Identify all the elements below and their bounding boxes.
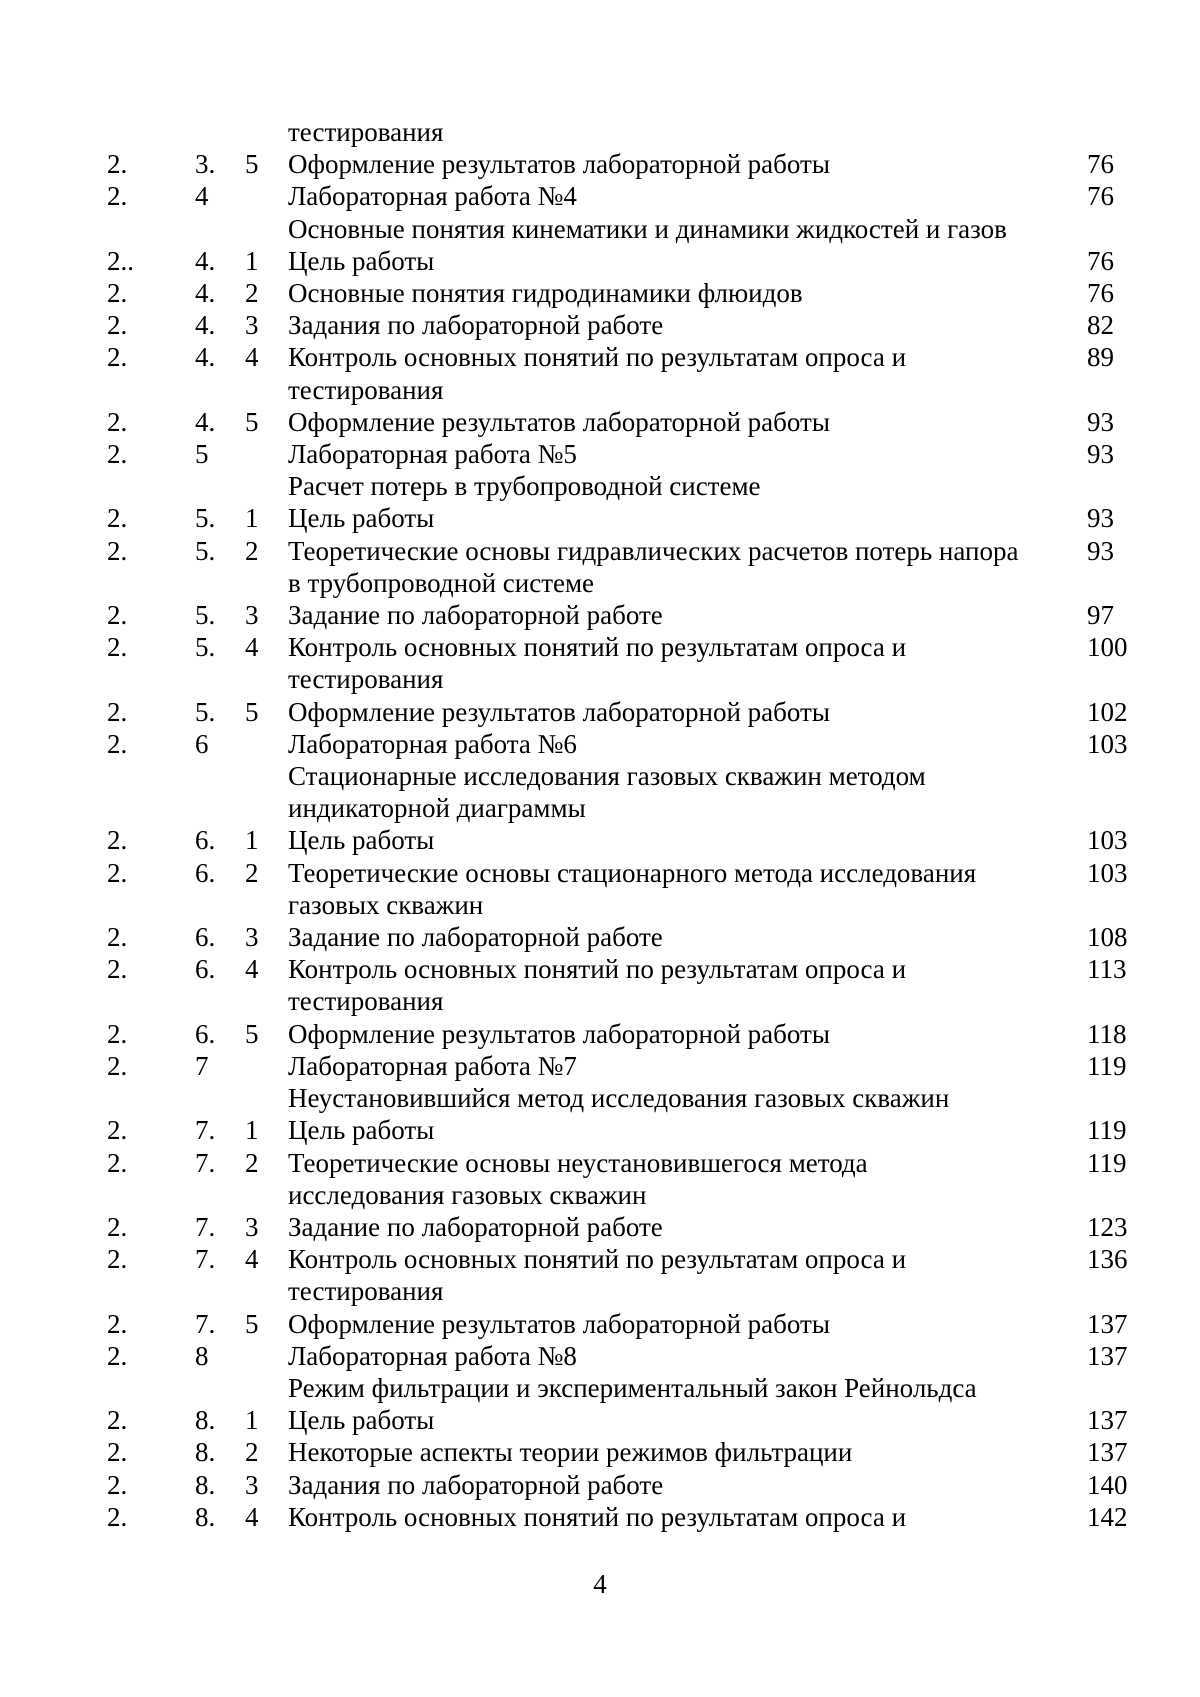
toc-entry-page-number: 113 bbox=[1087, 954, 1127, 985]
toc-chapter-number: 2. bbox=[107, 696, 128, 727]
toc-chapter-number: 2. bbox=[107, 310, 128, 341]
toc-entry-page-number: 93 bbox=[1087, 535, 1114, 566]
toc-row bbox=[107, 1243, 1137, 1307]
toc-entry-page-number: 108 bbox=[1087, 922, 1128, 953]
toc-chapter-number: 2. bbox=[107, 1437, 128, 1468]
toc-section-number: 6. bbox=[195, 954, 216, 985]
toc-row bbox=[107, 502, 1137, 534]
toc-entry-page-number: 93 bbox=[1087, 439, 1114, 470]
toc-subsection-number: 2 bbox=[245, 857, 259, 888]
toc-subsection-number: 4 bbox=[245, 1244, 259, 1275]
toc-section-number: 4 bbox=[195, 181, 209, 212]
toc-chapter-number: 2. bbox=[107, 825, 128, 856]
toc-entry-title bbox=[288, 116, 1087, 148]
toc-entry-title-line: Оформление результатов лабораторной работы bbox=[288, 149, 830, 180]
toc-entry-title bbox=[288, 1018, 1087, 1050]
toc-subsection-number: 1 bbox=[245, 1115, 259, 1146]
toc-chapter-number: 2. bbox=[107, 922, 128, 953]
toc-row bbox=[107, 599, 1137, 631]
toc-row bbox=[107, 1050, 1137, 1114]
toc-entry-title bbox=[288, 1308, 1087, 1340]
toc-row bbox=[107, 1308, 1137, 1340]
toc-entry-title-line: тестирования bbox=[288, 374, 444, 405]
toc-entry-page-number: 137 bbox=[1087, 1340, 1128, 1371]
toc-row bbox=[107, 857, 1137, 921]
toc-entry-title-line: Оформление результатов лабораторной работы bbox=[288, 696, 830, 727]
toc-entry-title-line: исследования газовых скважин bbox=[288, 1179, 647, 1210]
toc-chapter-number: 2. bbox=[107, 278, 128, 309]
toc-entry-page-number: 76 bbox=[1087, 245, 1114, 276]
toc-subsection-number: 3 bbox=[245, 600, 259, 631]
toc-subsection-number: 5 bbox=[245, 149, 259, 180]
toc-entry-title bbox=[288, 631, 1087, 695]
toc-entry-page-number: 93 bbox=[1087, 503, 1114, 534]
toc-entry-title bbox=[288, 406, 1087, 438]
toc-entry-title-line: Задание по лабораторной работе bbox=[288, 922, 663, 953]
toc-entry-title bbox=[288, 921, 1087, 953]
toc-entry-title-line: Цель работы bbox=[288, 1115, 435, 1146]
toc-chapter-number: 2. bbox=[107, 632, 128, 663]
toc-entry-title bbox=[288, 1114, 1087, 1146]
toc-entry-page-number: 119 bbox=[1087, 1147, 1127, 1178]
toc-subsection-number: 5 bbox=[245, 406, 259, 437]
toc-entry-title bbox=[288, 728, 1087, 825]
toc-entry-page-number: 76 bbox=[1087, 149, 1114, 180]
toc-chapter-number: 2. bbox=[107, 503, 128, 534]
toc-entry-title bbox=[288, 824, 1087, 856]
toc-section-number: 5. bbox=[195, 535, 216, 566]
toc-entry-title bbox=[288, 148, 1087, 180]
toc-chapter-number: 2. bbox=[107, 1115, 128, 1146]
toc-entry-title bbox=[288, 1436, 1087, 1468]
toc-entry-title-line: Лабораторная работа №4 bbox=[288, 181, 577, 212]
toc-subsection-number: 1 bbox=[245, 825, 259, 856]
toc-chapter-number: 2. bbox=[107, 1211, 128, 1242]
toc-chapter-number: 2. bbox=[107, 1244, 128, 1275]
toc-subsection-number: 2 bbox=[245, 1147, 259, 1178]
toc-subsection-number: 5 bbox=[245, 1018, 259, 1049]
toc-subsection-number: 1 bbox=[245, 1405, 259, 1436]
table-of-contents bbox=[107, 116, 1137, 1533]
toc-entry-title bbox=[288, 857, 1087, 921]
toc-entry-page-number: 103 bbox=[1087, 728, 1128, 759]
toc-row bbox=[107, 631, 1137, 695]
toc-entry-title-line: Теоретические основы неустановившегося метода bbox=[288, 1147, 868, 1178]
toc-row bbox=[107, 1340, 1137, 1404]
toc-section-number: 7. bbox=[195, 1211, 216, 1242]
toc-section-number: 4. bbox=[195, 278, 216, 309]
toc-section-number: 5 bbox=[195, 439, 209, 470]
toc-entry-title-line: Оформление результатов лабораторной работы bbox=[288, 1018, 830, 1049]
toc-entry-title-line: Цель работы bbox=[288, 1405, 435, 1436]
toc-chapter-number: 2. bbox=[107, 439, 128, 470]
toc-entry-page-number: 89 bbox=[1087, 342, 1114, 373]
toc-chapter-number: 2. bbox=[107, 857, 128, 888]
toc-entry-title-line: Контроль основных понятий по результатам опроса и bbox=[288, 954, 907, 985]
toc-entry-page-number: 137 bbox=[1087, 1405, 1128, 1436]
toc-entry-page-number: 103 bbox=[1087, 857, 1128, 888]
toc-section-number: 6 bbox=[195, 728, 209, 759]
toc-entry-title-line: в трубопроводной системе bbox=[288, 567, 595, 598]
footer-page-number: 4 bbox=[593, 1569, 607, 1599]
toc-entry-title bbox=[288, 1501, 1087, 1533]
toc-entry-title bbox=[288, 180, 1087, 244]
toc-entry-title-line: Теоретические основы гидравлических расчетов потерь напора bbox=[288, 535, 1019, 566]
toc-entry-title-line: Режим фильтрации и экспериментальный закон Рейнольдса bbox=[288, 1372, 977, 1403]
toc-subsection-number: 4 bbox=[245, 1501, 259, 1532]
toc-entry-page-number: 82 bbox=[1087, 310, 1114, 341]
toc-subsection-number: 5 bbox=[245, 1308, 259, 1339]
toc-section-number: 4. bbox=[195, 342, 216, 373]
toc-row bbox=[107, 148, 1137, 180]
toc-entry-page-number: 93 bbox=[1087, 406, 1114, 437]
toc-section-number: 4. bbox=[195, 406, 216, 437]
toc-entry-page-number: 102 bbox=[1087, 696, 1128, 727]
toc-section-number: 6. bbox=[195, 1018, 216, 1049]
toc-chapter-number: 2. bbox=[107, 535, 128, 566]
toc-subsection-number: 3 bbox=[245, 1211, 259, 1242]
toc-row bbox=[107, 1147, 1137, 1211]
toc-entry-title bbox=[288, 341, 1087, 405]
toc-entry-page-number: 103 bbox=[1087, 825, 1128, 856]
toc-entry-title-line: Задания по лабораторной работе bbox=[288, 310, 664, 341]
toc-section-number: 6. bbox=[195, 857, 216, 888]
toc-chapter-number: 2. bbox=[107, 1405, 128, 1436]
toc-subsection-number: 3 bbox=[245, 310, 259, 341]
toc-section-number: 7. bbox=[195, 1115, 216, 1146]
toc-entry-title bbox=[288, 1211, 1087, 1243]
toc-row bbox=[107, 438, 1137, 502]
toc-entry-title-line: Лабораторная работа №7 bbox=[288, 1050, 577, 1081]
toc-chapter-number: 2.. bbox=[107, 245, 134, 276]
toc-entry-title-line: Стационарные исследования газовых скважин методом bbox=[288, 761, 926, 792]
toc-row bbox=[107, 953, 1137, 1017]
toc-entry-title bbox=[288, 696, 1087, 728]
toc-subsection-number: 1 bbox=[245, 503, 259, 534]
toc-chapter-number: 2. bbox=[107, 181, 128, 212]
toc-chapter-number: 2. bbox=[107, 1469, 128, 1500]
toc-chapter-number: 2. bbox=[107, 406, 128, 437]
toc-section-number: 5. bbox=[195, 632, 216, 663]
toc-section-number: 7. bbox=[195, 1244, 216, 1275]
toc-chapter-number: 2. bbox=[107, 1340, 128, 1371]
toc-entry-page-number: 97 bbox=[1087, 600, 1114, 631]
toc-entry-title bbox=[288, 1050, 1087, 1114]
toc-entry-title-line: Расчет потерь в трубопроводной системе bbox=[288, 471, 761, 502]
toc-row bbox=[107, 116, 1137, 148]
toc-entry-title-line: Задания по лабораторной работе bbox=[288, 1469, 664, 1500]
toc-row bbox=[107, 277, 1137, 309]
toc-row bbox=[107, 245, 1137, 277]
toc-subsection-number: 3 bbox=[245, 1469, 259, 1500]
toc-subsection-number: 4 bbox=[245, 632, 259, 663]
toc-section-number: 7. bbox=[195, 1308, 216, 1339]
toc-entry-title bbox=[288, 277, 1087, 309]
toc-chapter-number: 2. bbox=[107, 728, 128, 759]
toc-row bbox=[107, 728, 1137, 825]
toc-row bbox=[107, 309, 1137, 341]
toc-entry-title-line: Лабораторная работа №5 bbox=[288, 439, 577, 470]
toc-entry-title-line: Оформление результатов лабораторной работы bbox=[288, 406, 830, 437]
toc-entry-title-line: тестирования bbox=[288, 1276, 444, 1307]
toc-chapter-number: 2. bbox=[107, 1050, 128, 1081]
toc-subsection-number: 3 bbox=[245, 922, 259, 953]
toc-entry-title-line: Неустановившийся метод исследования газовых скважин bbox=[288, 1083, 950, 1114]
toc-entry-title-line: газовых скважин bbox=[288, 889, 484, 920]
toc-entry-title-line: Теоретические основы стационарного метода исследования bbox=[288, 857, 977, 888]
toc-entry-page-number: 123 bbox=[1087, 1211, 1128, 1242]
toc-section-number: 4. bbox=[195, 310, 216, 341]
toc-entry-page-number: 76 bbox=[1087, 181, 1114, 212]
toc-chapter-number: 2. bbox=[107, 1501, 128, 1532]
toc-section-number: 8. bbox=[195, 1501, 216, 1532]
toc-entry-title-line: Основные понятия кинематики и динамики жидкостей и газов bbox=[288, 213, 1007, 244]
toc-section-number: 6. bbox=[195, 922, 216, 953]
toc-subsection-number: 5 bbox=[245, 696, 259, 727]
toc-entry-title bbox=[288, 1404, 1087, 1436]
toc-entry-page-number: 142 bbox=[1087, 1501, 1128, 1532]
toc-entry-page-number: 137 bbox=[1087, 1437, 1128, 1468]
toc-entry-title bbox=[288, 1243, 1087, 1307]
toc-entry-page-number: 100 bbox=[1087, 632, 1128, 663]
toc-entry-title-line: Контроль основных понятий по результатам опроса и bbox=[288, 632, 907, 663]
toc-chapter-number: 2. bbox=[107, 1147, 128, 1178]
toc-entry-title-line: тестирования bbox=[288, 117, 444, 147]
toc-entry-title-line: Задание по лабораторной работе bbox=[288, 600, 663, 631]
toc-entry-title bbox=[288, 1147, 1087, 1211]
toc-row bbox=[107, 1211, 1137, 1243]
toc-section-number: 5. bbox=[195, 696, 216, 727]
toc-entry-title-line: Некоторые аспекты теории режимов фильтрации bbox=[288, 1437, 853, 1468]
toc-section-number: 5. bbox=[195, 600, 216, 631]
toc-entry-title bbox=[288, 1340, 1087, 1404]
toc-entry-title-line: Задание по лабораторной работе bbox=[288, 1211, 663, 1242]
toc-entry-page-number: 119 bbox=[1087, 1115, 1127, 1146]
toc-row bbox=[107, 824, 1137, 856]
toc-entry-title-line: Оформление результатов лабораторной работы bbox=[288, 1308, 830, 1339]
toc-row bbox=[107, 535, 1137, 599]
toc-subsection-number: 2 bbox=[245, 278, 259, 309]
toc-row bbox=[107, 341, 1137, 405]
toc-entry-title bbox=[288, 438, 1087, 502]
toc-row bbox=[107, 696, 1137, 728]
toc-entry-title-line: Контроль основных понятий по результатам опроса и bbox=[288, 1244, 907, 1275]
toc-row bbox=[107, 921, 1137, 953]
toc-entry-title-line: Основные понятия гидродинамики флюидов bbox=[288, 278, 803, 309]
toc-row bbox=[107, 1018, 1137, 1050]
toc-section-number: 6. bbox=[195, 825, 216, 856]
toc-entry-page-number: 119 bbox=[1087, 1050, 1127, 1081]
toc-row bbox=[107, 406, 1137, 438]
toc-entry-title bbox=[288, 502, 1087, 534]
toc-row bbox=[107, 180, 1137, 244]
toc-row bbox=[107, 1114, 1137, 1146]
toc-subsection-number: 4 bbox=[245, 342, 259, 373]
toc-subsection-number: 2 bbox=[245, 1437, 259, 1468]
toc-entry-title-line: Лабораторная работа №8 bbox=[288, 1340, 577, 1371]
toc-entry-title bbox=[288, 245, 1087, 277]
toc-entry-title bbox=[288, 535, 1087, 599]
toc-entry-title-line: Лабораторная работа №6 bbox=[288, 728, 577, 759]
toc-entry-title-line: индикаторной диаграммы bbox=[288, 793, 586, 824]
toc-entry-title-line: Контроль основных понятий по результатам опроса и bbox=[288, 1501, 907, 1532]
toc-entry-page-number: 136 bbox=[1087, 1244, 1128, 1275]
toc-section-number: 8. bbox=[195, 1437, 216, 1468]
toc-section-number: 7. bbox=[195, 1147, 216, 1178]
toc-subsection-number: 2 bbox=[245, 535, 259, 566]
toc-subsection-number: 4 bbox=[245, 954, 259, 985]
toc-entry-title-line: Цель работы bbox=[288, 825, 435, 856]
toc-entry-title bbox=[288, 1469, 1087, 1501]
toc-entry-title-line: Цель работы bbox=[288, 503, 435, 534]
toc-entry-title bbox=[288, 599, 1087, 631]
toc-entry-title bbox=[288, 953, 1087, 1017]
toc-row bbox=[107, 1469, 1137, 1501]
toc-chapter-number: 2. bbox=[107, 1308, 128, 1339]
toc-section-number: 7 bbox=[195, 1050, 209, 1081]
toc-subsection-number: 1 bbox=[245, 245, 259, 276]
toc-entry-page-number: 76 bbox=[1087, 278, 1114, 309]
toc-section-number: 8. bbox=[195, 1405, 216, 1436]
toc-chapter-number: 2. bbox=[107, 1018, 128, 1049]
toc-section-number: 8 bbox=[195, 1340, 209, 1371]
toc-section-number: 5. bbox=[195, 503, 216, 534]
page-footer bbox=[0, 1568, 1200, 1600]
toc-entry-title-line: тестирования bbox=[288, 664, 444, 695]
toc-row bbox=[107, 1436, 1137, 1468]
toc-section-number: 4. bbox=[195, 245, 216, 276]
toc-entry-title bbox=[288, 309, 1087, 341]
toc-chapter-number: 2. bbox=[107, 954, 128, 985]
toc-row bbox=[107, 1501, 1137, 1533]
toc-entry-page-number: 118 bbox=[1087, 1018, 1127, 1049]
toc-entry-title-line: тестирования bbox=[288, 986, 444, 1017]
toc-entry-title-line: Цель работы bbox=[288, 245, 435, 276]
toc-entry-page-number: 140 bbox=[1087, 1469, 1128, 1500]
toc-section-number: 8. bbox=[195, 1469, 216, 1500]
toc-chapter-number: 2. bbox=[107, 342, 128, 373]
toc-row bbox=[107, 1404, 1137, 1436]
toc-chapter-number: 2. bbox=[107, 149, 128, 180]
toc-entry-title-line: Контроль основных понятий по результатам опроса и bbox=[288, 342, 907, 373]
toc-chapter-number: 2. bbox=[107, 600, 128, 631]
toc-entry-page-number: 137 bbox=[1087, 1308, 1128, 1339]
toc-section-number: 3. bbox=[195, 149, 216, 180]
